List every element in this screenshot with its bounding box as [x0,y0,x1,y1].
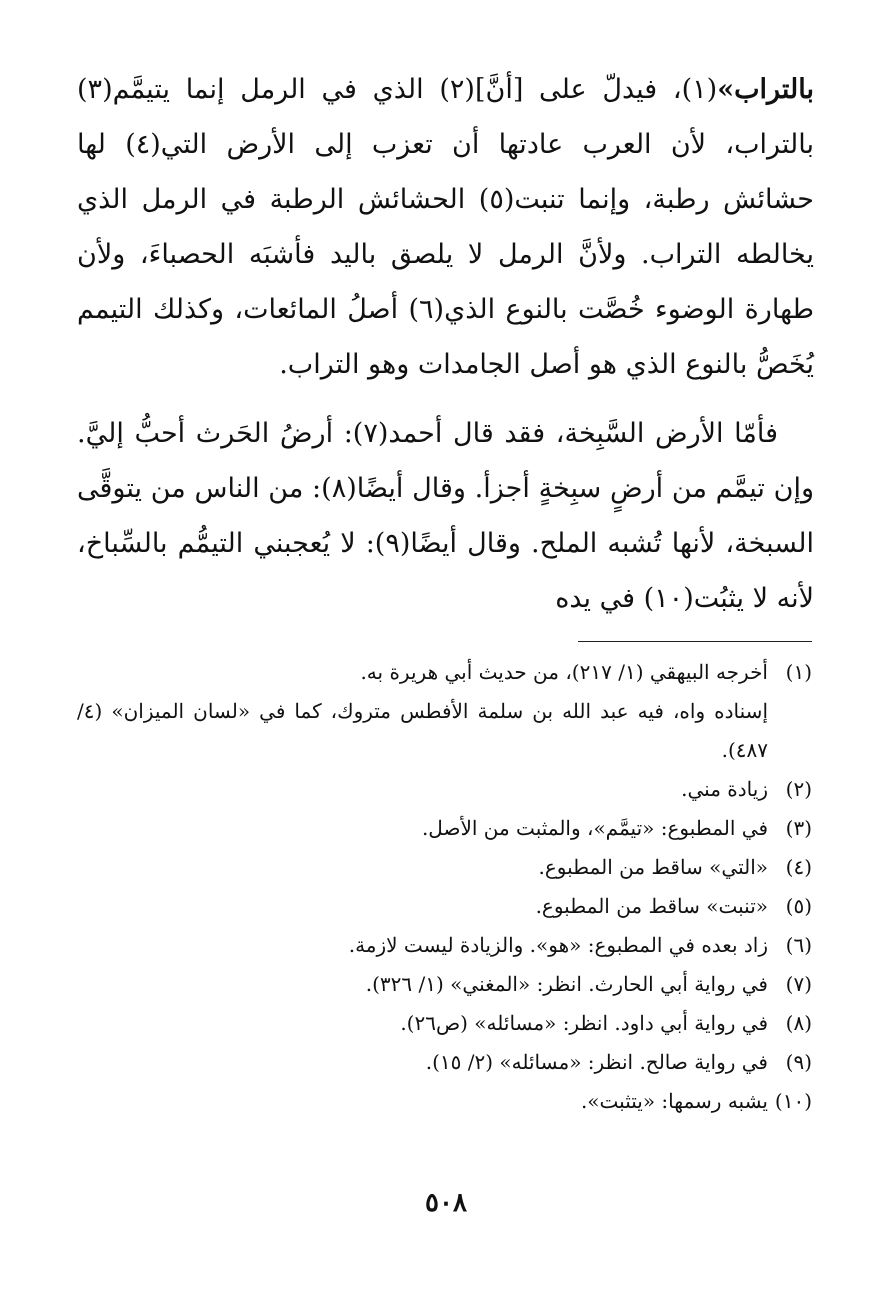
footnote-text [77,653,768,770]
footnote-number: (١) [785,660,812,684]
footnote-line: في رواية أبي الحارث. انظر: «المغني» (١/ ٣٢٦). [365,972,768,996]
footnote-2 [77,770,812,809]
footnote-7 [77,965,812,1004]
main-text [77,62,814,626]
paragraph-1-lead: بالتراب» [717,74,815,105]
footnote-number: (٥) [785,894,812,918]
footnote-line: يشبه رسمها: «يتثبت». [580,1089,768,1113]
paragraph-2: فأمّا الأرض السَّبِخة، فقد قال أحمد(٧): أرضُ الحَرث أحبُّ إليَّ. وإن تيمَّم من أرضٍ سبِخةٍ أجزأ. وقال أيضًا(٨): من الناس من يتوقَّى السبخة، لأنها تُشبه الملح. وقال أيضًا(٩): لا يُعجبني التيمُّم بالسِّباخ، لأنه لا يثبُت(١٠) في يده [77,418,815,614]
footnote-line: في المطبوع: «تيمَّم»، والمثبت من الأصل. [421,816,768,840]
footnote-text [77,770,768,809]
footnote-9 [77,1043,812,1082]
footnote-number: (١٠) [774,1089,812,1113]
footnote-10 [77,1082,812,1121]
footnote-line: في رواية صالح. انظر: «مسائله» (٢/ ١٥). [425,1050,768,1074]
paragraph-1 [77,62,814,392]
footnote-number: (٦) [785,933,812,957]
footnote-line: زيادة مني. [681,777,768,801]
footnote-text [77,965,768,1004]
footnote-line: أخرجه البيهقي (١/ ٢١٧)، من حديث أبي هريرة به. [360,660,768,684]
footnote-text [77,926,768,965]
footnote-text [77,1004,768,1043]
footnote-divider [578,641,812,642]
footnote-3 [77,809,812,848]
footnote-text [77,1043,768,1082]
footnotes-section [77,653,812,1121]
footnote-line: «تنبت» ساقط من المطبوع. [535,894,768,918]
footnote-8 [77,1004,812,1043]
footnote-text [77,887,768,926]
footnote-number: (٣) [785,816,812,840]
paragraph-1-text: (١)، فيدلّ على [أنَّ](٢) الذي في الرمل إنما يتيمَّم(٣) بالتراب، لأن العرب عادتها أن تعزب إلى الأرض التي(٤) لها حشائش رطبة، وإنما تنبت(٥) الحشائش الرطبة في الرمل الذي يخالطه التراب. ولأنَّ الرمل لا يلصق باليد فأشبَه الحصباءَ، ولأن طهارة الوضوء خُصَّت بالنوع الذي(٦) أصلُ المائعات، وكذلك التيمم يُخَصُّ بالنوع الذي هو أصل الجامدات وهو التراب. [77,74,815,380]
footnote-number: (٢) [785,777,812,801]
footnote-number: (٤) [785,855,812,879]
footnote-1 [77,653,812,770]
footnote-5 [77,887,812,926]
footnote-text [77,848,768,887]
footnote-6 [77,926,812,965]
footnote-line: زاد بعده في المطبوع: «هو». والزيادة ليست لازمة. [348,933,768,957]
footnote-4 [77,848,812,887]
footnote-line: إسناده واه، فيه عبد الله بن سلمة الأفطس متروك، كما في «لسان الميزان» (٤/ ٤٨٧). [77,699,768,762]
footnote-line: في رواية أبي داود. انظر: «مسائله» (ص٢٦). [400,1011,768,1035]
footnote-text [77,809,768,848]
footnote-number: (٩) [785,1050,812,1074]
footnote-number: (٨) [785,1011,812,1035]
footnote-number: (٧) [785,972,812,996]
page-number: ٥٠٨ [425,1188,467,1218]
footnote-line: «التي» ساقط من المطبوع. [538,855,768,879]
footnote-text [77,1082,768,1121]
